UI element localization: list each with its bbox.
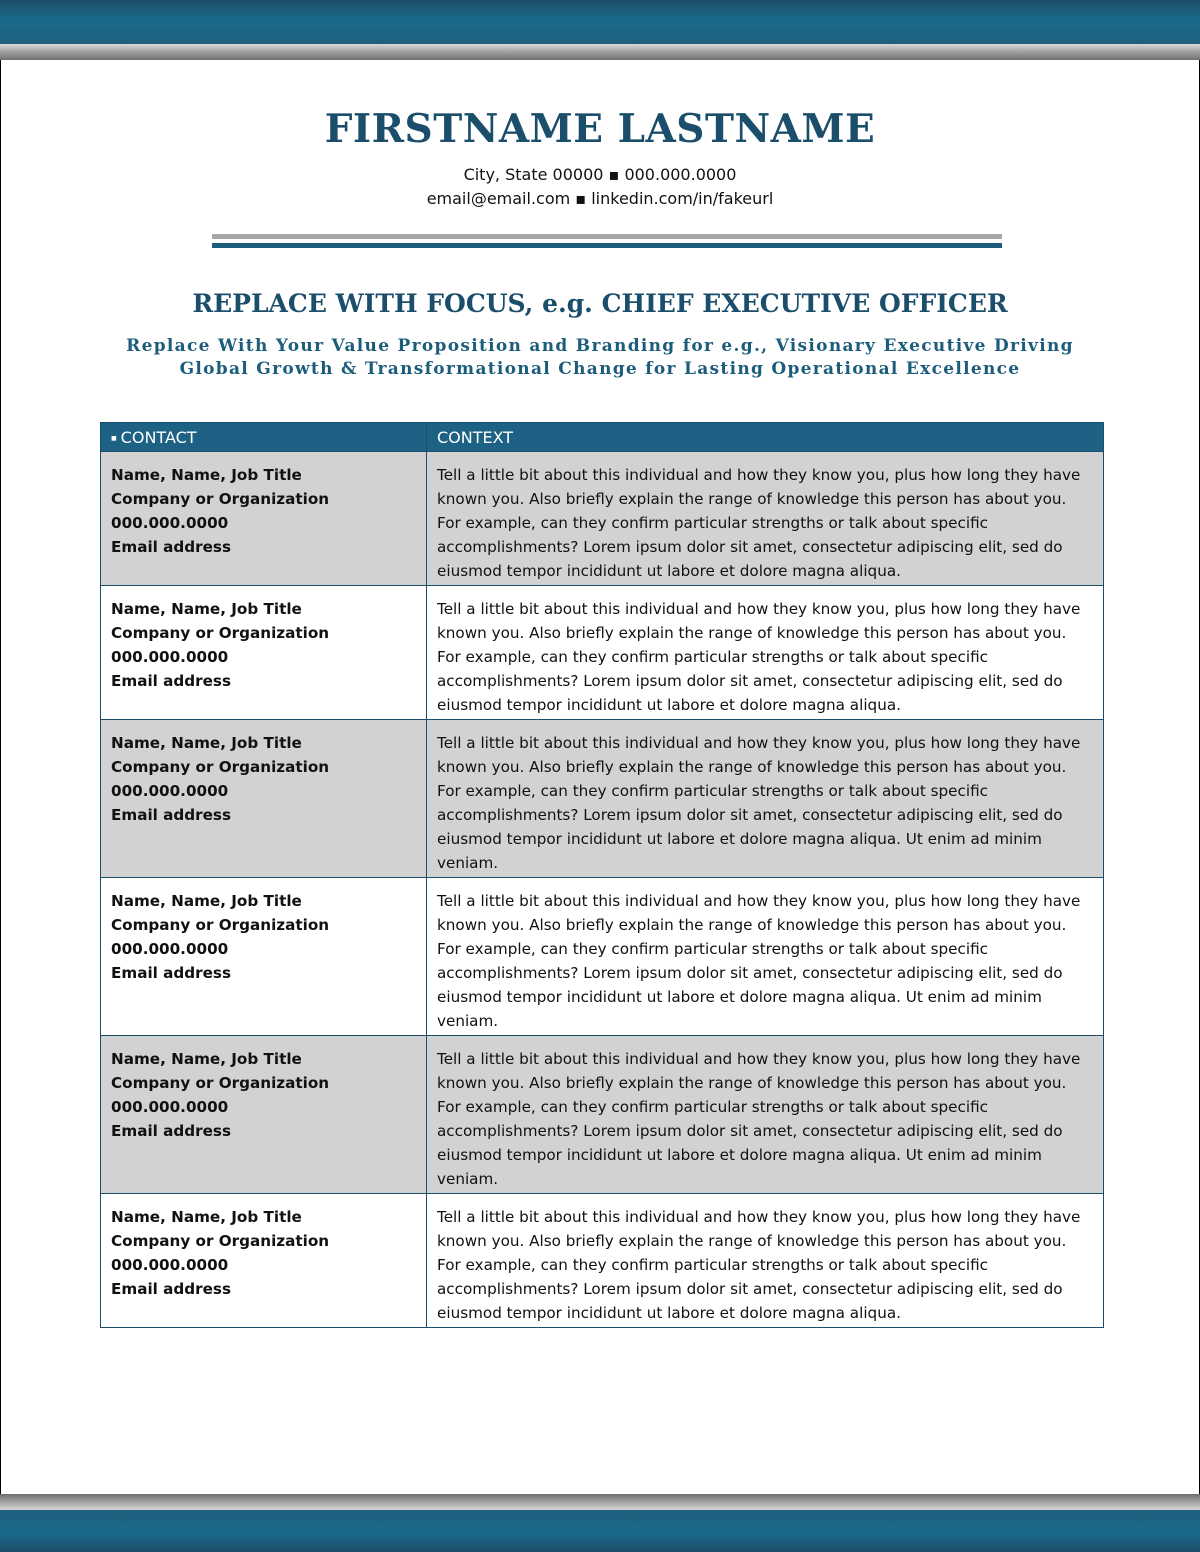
header-contact-label: CONTACT xyxy=(120,427,197,447)
contact-location-phone: City, State 00000 ▪ 000.000.0000 xyxy=(463,165,737,184)
reference-company: Company or Organization xyxy=(111,758,330,776)
value-proposition-line-1: Replace With Your Value Proposition and Branding for e.g., Visionary Executive Driving xyxy=(126,336,1074,356)
table-row xyxy=(101,452,1104,586)
top-blue-band xyxy=(0,0,1200,44)
table-row xyxy=(101,1036,1104,1194)
table-row xyxy=(101,878,1104,1036)
reference-phone: 000.000.0000 xyxy=(111,782,229,800)
reference-phone: 000.000.0000 xyxy=(111,940,229,958)
reference-name: Name, Name, Job Title xyxy=(111,600,302,618)
table-header-row xyxy=(101,423,1104,452)
reference-name: Name, Name, Job Title xyxy=(111,892,302,910)
reference-name: Name, Name, Job Title xyxy=(111,466,302,484)
reference-name: Name, Name, Job Title xyxy=(111,1208,302,1226)
references-table xyxy=(100,422,1104,1328)
reference-name: Name, Name, Job Title xyxy=(111,1050,302,1068)
bottom-blue-band xyxy=(0,1510,1200,1552)
reference-phone: 000.000.0000 xyxy=(111,1256,229,1274)
header-rule-gray xyxy=(212,234,1002,239)
reference-email: Email address xyxy=(111,1280,232,1298)
header-contact xyxy=(101,423,427,452)
context-cell: Tell a little bit about this individual and how they know you, plus how long they have known you. Also briefly explain the range of knowledge this person has about you. For example, can they confirm particular strengths or talk about specific accomplishments? Lorem ipsum dolor sit amet, consectetur adipiscing elit, sed do eiusmod tempor incididunt ut labore et dolore magna aliqua. Ut enim ad minim veniam. xyxy=(427,720,1104,878)
table-body xyxy=(101,452,1104,1328)
reference-email: Email address xyxy=(111,672,232,690)
contact-cell xyxy=(101,1194,427,1328)
context-cell: Tell a little bit about this individual and how they know you, plus how long they have known you. Also briefly explain the range of knowledge this person has about you. For example, can they confirm particular strengths or talk about specific accomplishments? Lorem ipsum dolor sit amet, consectetur adipiscing elit, sed do eiusmod tempor incididunt ut labore et dolore magna aliqua. xyxy=(427,452,1104,586)
context-cell: Tell a little bit about this individual and how they know you, plus how long they have known you. Also briefly explain the range of knowledge this person has about you. For example, can they confirm particular strengths or talk about specific accomplishments? Lorem ipsum dolor sit amet, consectetur adipiscing elit, sed do eiusmod tempor incididunt ut labore et dolore magna aliqua. Ut enim ad minim veniam. xyxy=(427,1036,1104,1194)
header-context: CONTEXT xyxy=(427,423,1104,452)
table-row xyxy=(101,586,1104,720)
bullet-dot-icon: ■ xyxy=(111,434,117,442)
candidate-name: FIRSTNAME LASTNAME xyxy=(324,106,876,152)
contact-cell xyxy=(101,720,427,878)
contact-email-linkedin: email@email.com ▪ linkedin.com/in/fakeurl xyxy=(426,189,774,208)
context-cell: Tell a little bit about this individual and how they know you, plus how long they have known you. Also briefly explain the range of knowledge this person has about you. For example, can they confirm particular strengths or talk about specific accomplishments? Lorem ipsum dolor sit amet, consectetur adipiscing elit, sed do eiusmod tempor incididunt ut labore et dolore magna aliqua. Ut enim ad minim veniam. xyxy=(427,878,1104,1036)
reference-phone: 000.000.0000 xyxy=(111,514,229,532)
contact-cell xyxy=(101,452,427,586)
context-cell: Tell a little bit about this individual and how they know you, plus how long they have known you. Also briefly explain the range of knowledge this person has about you. For example, can they confirm particular strengths or talk about specific accomplishments? Lorem ipsum dolor sit amet, consectetur adipiscing elit, sed do eiusmod tempor incididunt ut labore et dolore magna aliqua. xyxy=(427,586,1104,720)
reference-company: Company or Organization xyxy=(111,1074,330,1092)
context-cell: Tell a little bit about this individual and how they know you, plus how long they have known you. Also briefly explain the range of knowledge this person has about you. For example, can they confirm particular strengths or talk about specific accomplishments? Lorem ipsum dolor sit amet, consectetur adipiscing elit, sed do eiusmod tempor incididunt ut labore et dolore magna aliqua. xyxy=(427,1194,1104,1328)
value-proposition-line-2: Global Growth & Transformational Change for Lasting Operational Excellence xyxy=(179,359,1021,379)
reference-email: Email address xyxy=(111,538,232,556)
reference-email: Email address xyxy=(111,806,232,824)
bottom-gray-band xyxy=(0,1494,1200,1510)
reference-email: Email address xyxy=(111,964,232,982)
reference-phone: 000.000.0000 xyxy=(111,1098,229,1116)
reference-name: Name, Name, Job Title xyxy=(111,734,302,752)
table-row xyxy=(101,720,1104,878)
value-proposition xyxy=(100,335,1100,381)
top-gray-band xyxy=(0,44,1200,60)
contact-cell xyxy=(101,1036,427,1194)
contact-cell xyxy=(101,586,427,720)
reference-company: Company or Organization xyxy=(111,916,330,934)
focus-title: REPLACE WITH FOCUS, e.g. CHIEF EXECUTIVE OFFICER xyxy=(192,289,1008,318)
reference-company: Company or Organization xyxy=(111,1232,330,1250)
table-row xyxy=(101,1194,1104,1328)
reference-company: Company or Organization xyxy=(111,490,330,508)
header-rule-blue xyxy=(212,243,1002,248)
reference-phone: 000.000.0000 xyxy=(111,648,229,666)
reference-company: Company or Organization xyxy=(111,624,330,642)
contact-cell xyxy=(101,878,427,1036)
reference-email: Email address xyxy=(111,1122,232,1140)
